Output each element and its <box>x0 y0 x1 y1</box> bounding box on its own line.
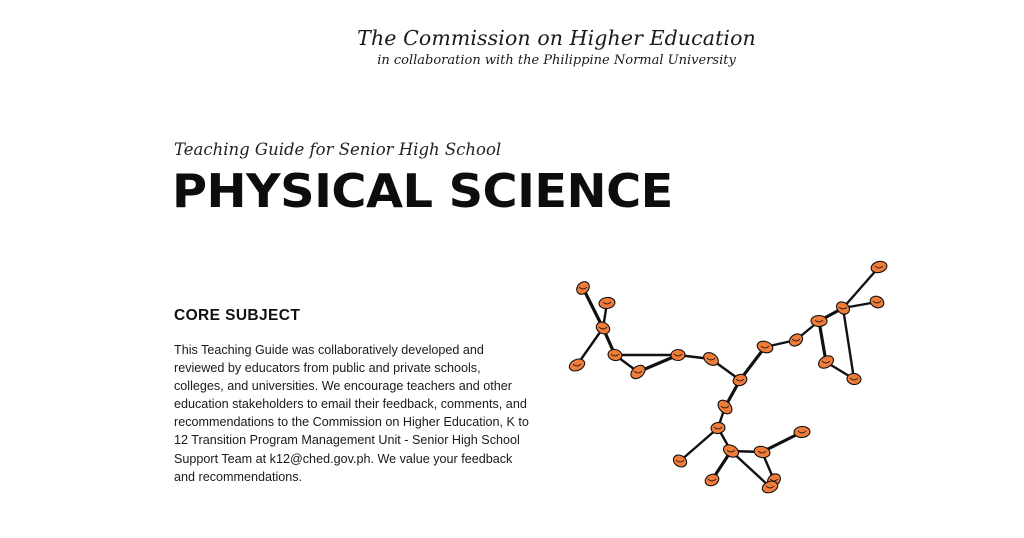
section-heading: CORE SUBJECT <box>174 307 301 324</box>
molecule-atom <box>574 279 592 297</box>
molecule-bond <box>843 308 854 379</box>
molecule-atom <box>671 349 686 361</box>
molecule-atom <box>870 260 888 275</box>
molecule-atom <box>794 426 811 438</box>
page-title: PHYSICAL SCIENCE <box>172 164 673 218</box>
molecule-atom <box>703 472 720 488</box>
header-subtitle: in collaboration with the Philippine Normal University <box>377 53 736 68</box>
molecule-illustration <box>555 255 900 500</box>
molecule-bond <box>680 428 718 461</box>
molecule-atom <box>868 294 885 310</box>
molecule-atom <box>715 397 734 416</box>
molecule-atoms <box>567 260 888 495</box>
molecule-atom <box>846 373 861 386</box>
molecule-atom <box>598 296 615 309</box>
molecule-atom <box>756 339 775 354</box>
molecule-atom <box>628 363 647 382</box>
molecule-atom <box>594 320 612 336</box>
molecule-atom <box>753 445 771 459</box>
guide-label: Teaching Guide for Senior High School <box>174 140 502 159</box>
molecule-atom <box>567 357 586 374</box>
molecule-atom <box>811 315 827 327</box>
molecule-atom <box>816 353 835 371</box>
header-title: The Commission on Higher Education <box>357 26 756 50</box>
body-paragraph: This Teaching Guide was collaboratively developed and reviewed by educators from public and private schools, colleges, and universities. We encourage teachers and other education stakeholders to email their feedback, comments, and recommendations to the Commission on Higher Education, K to 12 Transition Program Management Unit - Senior High School Support Team at k12@ched.gov.ph. We value your feedback and recommendations. <box>174 343 529 484</box>
